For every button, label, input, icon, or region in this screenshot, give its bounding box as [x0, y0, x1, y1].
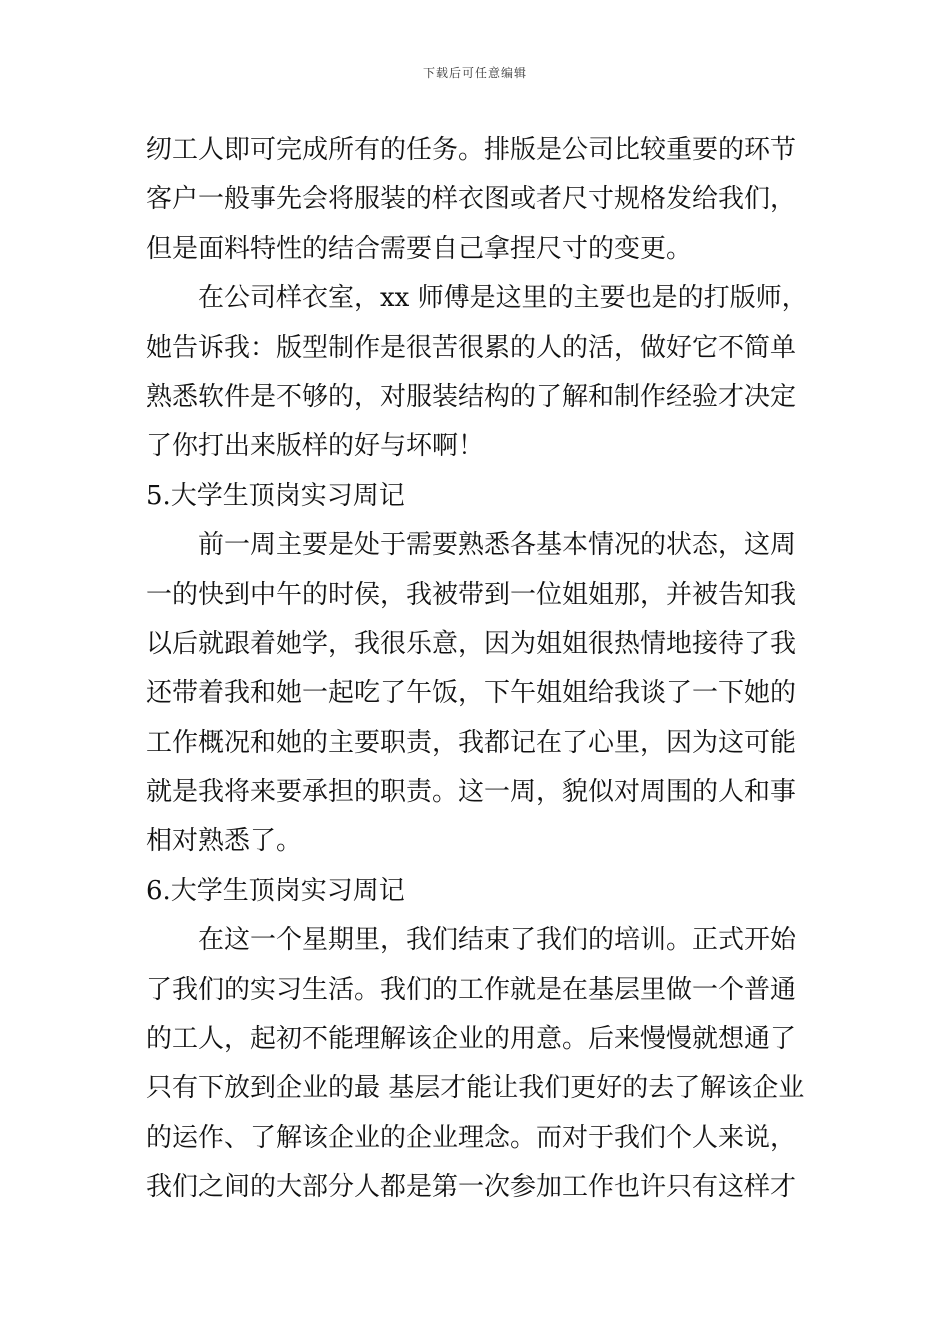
- page-header: 下载后可任意编辑: [422, 66, 527, 80]
- document-body: [146, 126, 826, 1213]
- text-line: 前一周主要是处于需要熟悉各基本情况的状态，这周: [198, 530, 797, 561]
- text-line: 了我们的实习生活。我们的工作就是在基层里做一个普通: [146, 974, 797, 1005]
- text-line: 的运作、了解该企业的企业理念。而对于我们个人来说，: [146, 1122, 797, 1153]
- text-line: 在这一个星期里，我们结束了我们的培训。正式开始: [198, 925, 797, 956]
- section-heading: 5.大学生顶岗实习周记: [146, 480, 405, 511]
- paragraph: [146, 521, 826, 867]
- text-line: 她告诉我：版型制作是很苦很累的人的活，做好它不简单: [146, 332, 797, 363]
- text-line: 熟悉软件是不够的，对服装结构的了解和制作经验才决定: [146, 381, 797, 412]
- text-line: 客户一般事先会将服装的样衣图或者尺寸规格发给我们，: [146, 184, 797, 215]
- text-line: 的工人，起初不能理解该企业的用意。后来慢慢就想通了: [146, 1024, 797, 1055]
- section-heading: 6.大学生顶岗实习周记: [146, 875, 405, 906]
- text-line: 工作概况和她的主要职责，我都记在了心里，因为这可能: [146, 727, 797, 758]
- text-line: 在公司样衣室，xx 师傅是这里的主要也是的打版师，: [198, 283, 808, 314]
- paragraph: [146, 126, 826, 274]
- text-line: 以后就跟着她学，我很乐意，因为姐姐很热情地接待了我: [146, 628, 797, 659]
- text-line: 只有下放到企业的最 基层才能让我们更好的去了解该企业: [146, 1073, 805, 1104]
- text-line: 我们之间的大部分人都是第一次参加工作也许只有这样才: [146, 1172, 797, 1203]
- text-line: 还带着我和她一起吃了午饭，下午姐姐给我谈了一下她的: [146, 678, 797, 709]
- paragraph: [146, 274, 826, 472]
- text-line: 纫工人即可完成所有的任务。排版是公司比较重要的环节: [146, 135, 797, 165]
- text-line: 一的快到中午的时侯，我被带到一位姐姐那，并被告知我: [146, 579, 797, 610]
- text-line: 就是我将来要承担的职责。这一周，貌似对周围的人和事: [146, 777, 797, 808]
- text-line: 但是面料特性的结合需要自己拿捏尺寸的变更。: [146, 233, 693, 264]
- text-line: 了你打出来版样的好与坏啊！: [146, 431, 485, 462]
- paragraph: [146, 916, 826, 1212]
- text-line: 相对熟悉了。: [146, 826, 303, 857]
